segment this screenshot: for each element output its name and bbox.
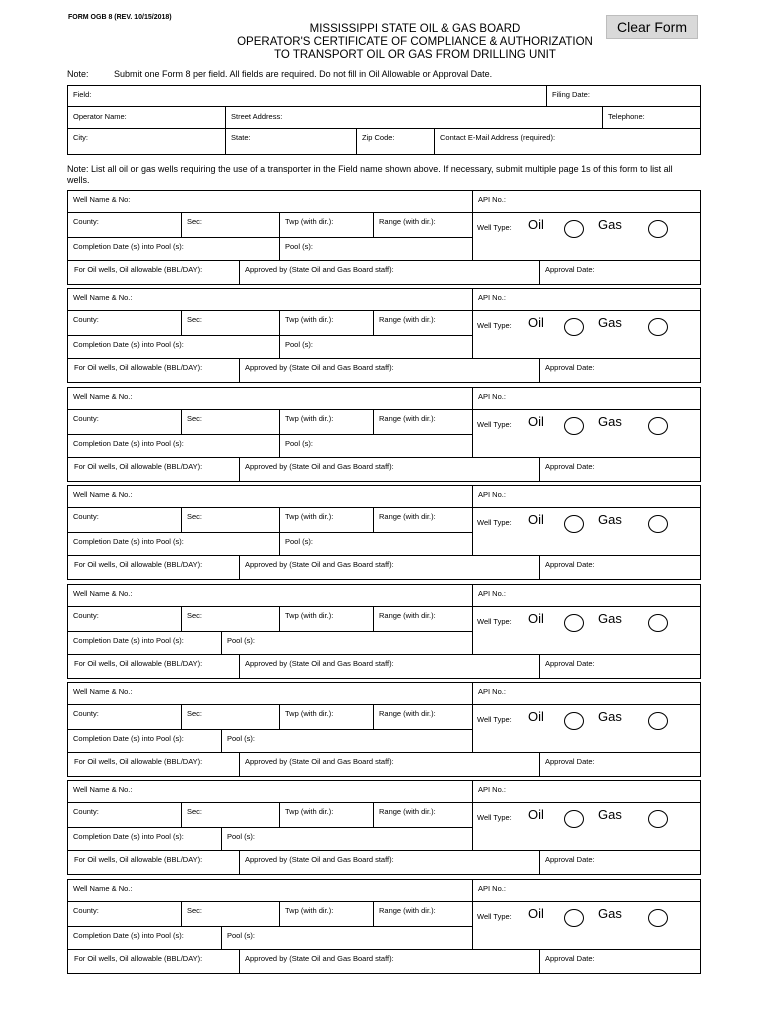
well-type-label: Well Type: [477,912,512,921]
twp-label: Twp (with dir.): [285,315,334,324]
api-number-label: API No.: [478,687,506,696]
pool-input[interactable] [280,336,472,358]
pool-input[interactable] [280,533,472,555]
oil-label: Oil [528,709,544,724]
completion-date-label: Completion Date (s) into Pool (s): [73,340,184,349]
email-label: Contact E-Mail Address (required): [440,133,556,142]
sec-label: Sec: [187,512,203,521]
pool-label: Pool (s): [227,734,255,743]
range-label: Range (with dir.): [379,315,436,324]
range-label: Range (with dir.): [379,807,436,816]
approved-by-label: Approved by (State Oil and Gas Board staff): [245,363,394,372]
completion-date-input[interactable] [68,828,221,850]
well-block [67,879,701,974]
oil-label: Oil [528,217,544,232]
approved-by-input[interactable] [240,359,539,383]
oil-label: Oil [528,414,544,429]
gas-radio[interactable] [648,417,668,435]
oil-radio[interactable] [564,417,584,435]
well-type-label: Well Type: [477,223,512,232]
twp-label: Twp (with dir.): [285,217,334,226]
sec-input[interactable] [182,803,279,827]
operator-info-box [67,85,701,155]
well-block [67,387,701,482]
approved-by-label: Approved by (State Oil and Gas Board staff): [245,855,394,864]
approval-date-input[interactable] [540,950,700,974]
completion-date-label: Completion Date (s) into Pool (s): [73,439,184,448]
sec-label: Sec: [187,217,203,226]
note-instructions [67,69,492,79]
approval-date-label: Approval Date: [545,757,595,766]
completion-date-input[interactable] [68,435,279,457]
county-label: County: [73,315,99,324]
oil-allowable-input[interactable] [68,359,239,383]
oil-label: Oil [528,512,544,527]
completion-date-input[interactable] [68,533,279,555]
twp-input[interactable] [280,213,373,237]
twp-label: Twp (with dir.): [285,512,334,521]
api-number-input[interactable] [473,289,700,310]
oil-radio[interactable] [564,909,584,927]
approved-by-input[interactable] [240,261,539,285]
range-label: Range (with dir.): [379,709,436,718]
well-name-input[interactable] [68,585,472,606]
oil-radio[interactable] [564,614,584,632]
sec-label: Sec: [187,611,203,620]
oil-label: Oil [528,315,544,330]
sec-label: Sec: [187,709,203,718]
sec-input[interactable] [182,410,279,434]
well-name-label: Well Name & No.: [73,884,133,893]
county-label: County: [73,807,99,816]
completion-date-label: Completion Date (s) into Pool (s): [73,636,184,645]
api-number-label: API No.: [478,195,506,204]
completion-date-label: Completion Date (s) into Pool (s): [73,734,184,743]
completion-date-input[interactable] [68,927,221,949]
sec-label: Sec: [187,414,203,423]
street-address-label: Street Address: [231,112,283,121]
oil-allowable-input[interactable] [68,458,239,482]
pool-label: Pool (s): [227,636,255,645]
approval-date-label: Approval Date: [545,855,595,864]
approved-by-label: Approved by (State Oil and Gas Board staff): [245,560,394,569]
well-name-input[interactable] [68,388,472,409]
well-type-label: Well Type: [477,617,512,626]
well-block [67,584,701,679]
gas-radio[interactable] [648,318,668,336]
range-input[interactable] [374,607,472,631]
oil-allowable-input[interactable] [68,655,239,679]
well-name-input[interactable] [68,880,472,901]
approved-by-input[interactable] [240,655,539,679]
range-label: Range (with dir.): [379,611,436,620]
oil-radio[interactable] [564,515,584,533]
well-name-label: Well Name & No.: [73,785,133,794]
approved-by-label: Approved by (State Oil and Gas Board staff): [245,265,394,274]
approved-by-label: Approved by (State Oil and Gas Board staff): [245,462,394,471]
api-number-label: API No.: [478,884,506,893]
oil-allowable-label: For Oil wells, Oil allowable (BBL/DAY): [74,659,203,668]
pool-label: Pool (s): [285,537,313,546]
approval-date-label: Approval Date: [545,363,595,372]
range-input[interactable] [374,902,472,926]
well-name-label: Well Name & No: [73,195,131,204]
note-wells: Note: List all oil or gas wells requiring the use of a transporter in the Field name shown above. If necessary, submit multiple page 1s of this form to list all wells. [67,164,673,185]
range-label: Range (with dir.): [379,217,436,226]
oil-radio[interactable] [564,712,584,730]
sec-label: Sec: [187,906,203,915]
completion-date-label: Completion Date (s) into Pool (s): [73,931,184,940]
telephone-input[interactable] [603,107,700,128]
oil-allowable-label: For Oil wells, Oil allowable (BBL/DAY): [74,462,203,471]
well-block [67,485,701,580]
city-input[interactable] [68,129,225,155]
pool-input[interactable] [222,632,472,654]
oil-allowable-label: For Oil wells, Oil allowable (BBL/DAY): [74,855,203,864]
county-label: County: [73,611,99,620]
twp-input[interactable] [280,508,373,532]
approval-date-label: Approval Date: [545,954,595,963]
gas-radio[interactable] [648,909,668,927]
pool-label: Pool (s): [285,439,313,448]
range-input[interactable] [374,803,472,827]
api-number-input[interactable] [473,781,700,802]
completion-date-input[interactable] [68,336,279,358]
api-number-input[interactable] [473,880,700,901]
county-input[interactable] [68,213,181,237]
approval-date-input[interactable] [540,261,700,285]
county-input[interactable] [68,607,181,631]
gas-label: Gas [598,315,622,330]
sec-input[interactable] [182,311,279,335]
range-input[interactable] [374,410,472,434]
completion-date-label: Completion Date (s) into Pool (s): [73,537,184,546]
well-type-label: Well Type: [477,715,512,724]
approved-by-label: Approved by (State Oil and Gas Board staff): [245,757,394,766]
county-label: County: [73,512,99,521]
county-input[interactable] [68,705,181,729]
approved-by-label: Approved by (State Oil and Gas Board staff): [245,954,394,963]
clear-form-button[interactable]: Clear Form [606,15,698,39]
twp-label: Twp (with dir.): [285,906,334,915]
gas-label: Gas [598,709,622,724]
oil-radio[interactable] [564,318,584,336]
pool-input[interactable] [280,238,472,260]
gas-label: Gas [598,611,622,626]
county-label: County: [73,217,99,226]
gas-label: Gas [598,906,622,921]
gas-radio[interactable] [648,515,668,533]
sec-input[interactable] [182,607,279,631]
twp-label: Twp (with dir.): [285,807,334,816]
oil-radio[interactable] [564,220,584,238]
sec-input[interactable] [182,902,279,926]
api-number-input[interactable] [473,683,700,704]
pool-input[interactable] [280,435,472,457]
field-input[interactable] [68,86,546,106]
twp-input[interactable] [280,803,373,827]
well-name-input[interactable] [68,781,472,802]
range-label: Range (with dir.): [379,512,436,521]
range-input[interactable] [374,311,472,335]
oil-allowable-label: For Oil wells, Oil allowable (BBL/DAY): [74,265,203,274]
oil-allowable-label: For Oil wells, Oil allowable (BBL/DAY): [74,363,203,372]
field-label: Field: [73,90,92,99]
well-type-label: Well Type: [477,813,512,822]
pool-input[interactable] [222,927,472,949]
approval-date-input[interactable] [540,851,700,875]
twp-input[interactable] [280,902,373,926]
county-label: County: [73,414,99,423]
twp-input[interactable] [280,705,373,729]
oil-label: Oil [528,611,544,626]
well-type-label: Well Type: [477,518,512,527]
title-line-2: OPERATOR'S CERTIFICATE OF COMPLIANCE & AUTHORIZATION [237,36,593,48]
well-type-label: Well Type: [477,321,512,330]
approved-by-input[interactable] [240,950,539,974]
approval-date-input[interactable] [540,359,700,383]
oil-allowable-input[interactable] [68,753,239,777]
gas-label: Gas [598,414,622,429]
api-number-input[interactable] [473,388,700,409]
sec-label: Sec: [187,807,203,816]
title-line-1: MISSISSIPPI STATE OIL & GAS BOARD [309,23,521,35]
completion-date-label: Completion Date (s) into Pool (s): [73,832,184,841]
state-label: State: [231,133,251,142]
pool-input[interactable] [222,730,472,752]
city-label: City: [73,133,88,142]
well-type-label: Well Type: [477,420,512,429]
pool-label: Pool (s): [285,340,313,349]
well-block [67,288,701,383]
twp-input[interactable] [280,410,373,434]
pool-input[interactable] [222,828,472,850]
oil-label: Oil [528,906,544,921]
approved-by-input[interactable] [240,753,539,777]
oil-allowable-input[interactable] [68,851,239,875]
gas-label: Gas [598,807,622,822]
title-line-3: TO TRANSPORT OIL OR GAS FROM DRILLING UNIT [274,49,556,61]
county-input[interactable] [68,803,181,827]
well-block [67,780,701,875]
twp-label: Twp (with dir.): [285,709,334,718]
email-input[interactable] [435,129,700,155]
well-name-label: Well Name & No.: [73,490,133,499]
api-number-label: API No.: [478,589,506,598]
gas-radio[interactable] [648,220,668,238]
oil-allowable-label: For Oil wells, Oil allowable (BBL/DAY): [74,757,203,766]
pool-label: Pool (s): [285,242,313,251]
oil-allowable-label: For Oil wells, Oil allowable (BBL/DAY): [74,954,203,963]
well-name-label: Well Name & No.: [73,589,133,598]
approval-date-input[interactable] [540,753,700,777]
oil-label: Oil [528,807,544,822]
telephone-label: Telephone: [608,112,645,121]
form-id: FORM OGB 8 (REV. 10/15/2018) [68,14,172,21]
range-label: Range (with dir.): [379,906,436,915]
county-label: County: [73,709,99,718]
gas-radio[interactable] [648,712,668,730]
twp-label: Twp (with dir.): [285,414,334,423]
twp-label: Twp (with dir.): [285,611,334,620]
note-text: Submit one Form 8 per field. All fields are required. Do not fill in Oil Allowable or Approval Date. [114,69,493,79]
range-label: Range (with dir.): [379,414,436,423]
oil-allowable-input[interactable] [68,950,239,974]
approval-date-input[interactable] [540,556,700,580]
approval-date-label: Approval Date: [545,659,595,668]
well-name-label: Well Name & No.: [73,293,133,302]
api-number-input[interactable] [473,486,700,507]
county-label: County: [73,906,99,915]
well-name-input[interactable] [68,486,472,507]
street-address-input[interactable] [226,107,602,128]
api-number-input[interactable] [473,191,700,212]
approved-by-input[interactable] [240,851,539,875]
county-input[interactable] [68,902,181,926]
sec-input[interactable] [182,705,279,729]
approval-date-label: Approval Date: [545,560,595,569]
zip-code-input[interactable] [357,129,434,155]
sec-input[interactable] [182,508,279,532]
well-name-input[interactable] [68,191,472,212]
approval-date-label: Approval Date: [545,265,595,274]
state-input[interactable] [226,129,356,155]
well-name-label: Well Name & No.: [73,392,133,401]
oil-allowable-input[interactable] [68,556,239,580]
completion-date-input[interactable] [68,238,279,260]
well-name-input[interactable] [68,289,472,310]
gas-radio[interactable] [648,614,668,632]
oil-allowable-label: For Oil wells, Oil allowable (BBL/DAY): [74,560,203,569]
twp-input[interactable] [280,311,373,335]
api-number-label: API No.: [478,785,506,794]
gas-label: Gas [598,217,622,232]
oil-allowable-input[interactable] [68,261,239,285]
pool-label: Pool (s): [227,832,255,841]
operator-name-input[interactable] [68,107,225,128]
approved-by-label: Approved by (State Oil and Gas Board staff): [245,659,394,668]
approval-date-label: Approval Date: [545,462,595,471]
range-input[interactable] [374,213,472,237]
note-label: Note: [67,69,89,79]
completion-date-label: Completion Date (s) into Pool (s): [73,242,184,251]
well-name-input[interactable] [68,683,472,704]
county-input[interactable] [68,508,181,532]
county-input[interactable] [68,410,181,434]
gas-label: Gas [598,512,622,527]
approval-date-input[interactable] [540,458,700,482]
sec-label: Sec: [187,315,203,324]
api-number-label: API No.: [478,392,506,401]
twp-input[interactable] [280,607,373,631]
well-name-label: Well Name & No.: [73,687,133,696]
county-input[interactable] [68,311,181,335]
api-number-label: API No.: [478,490,506,499]
well-block [67,190,701,285]
approved-by-input[interactable] [240,458,539,482]
range-input[interactable] [374,705,472,729]
range-input[interactable] [374,508,472,532]
completion-date-input[interactable] [68,730,221,752]
zip-code-label: Zip Code: [362,133,395,142]
gas-radio[interactable] [648,810,668,828]
pool-label: Pool (s): [227,931,255,940]
well-block [67,682,701,777]
form-title [0,23,770,62]
oil-radio[interactable] [564,810,584,828]
completion-date-input[interactable] [68,632,221,654]
operator-name-label: Operator Name: [73,112,127,121]
approved-by-input[interactable] [240,556,539,580]
filing-date-input[interactable] [547,86,700,106]
sec-input[interactable] [182,213,279,237]
approval-date-input[interactable] [540,655,700,679]
filing-date-label: Filing Date: [552,90,590,99]
api-number-input[interactable] [473,585,700,606]
api-number-label: API No.: [478,293,506,302]
